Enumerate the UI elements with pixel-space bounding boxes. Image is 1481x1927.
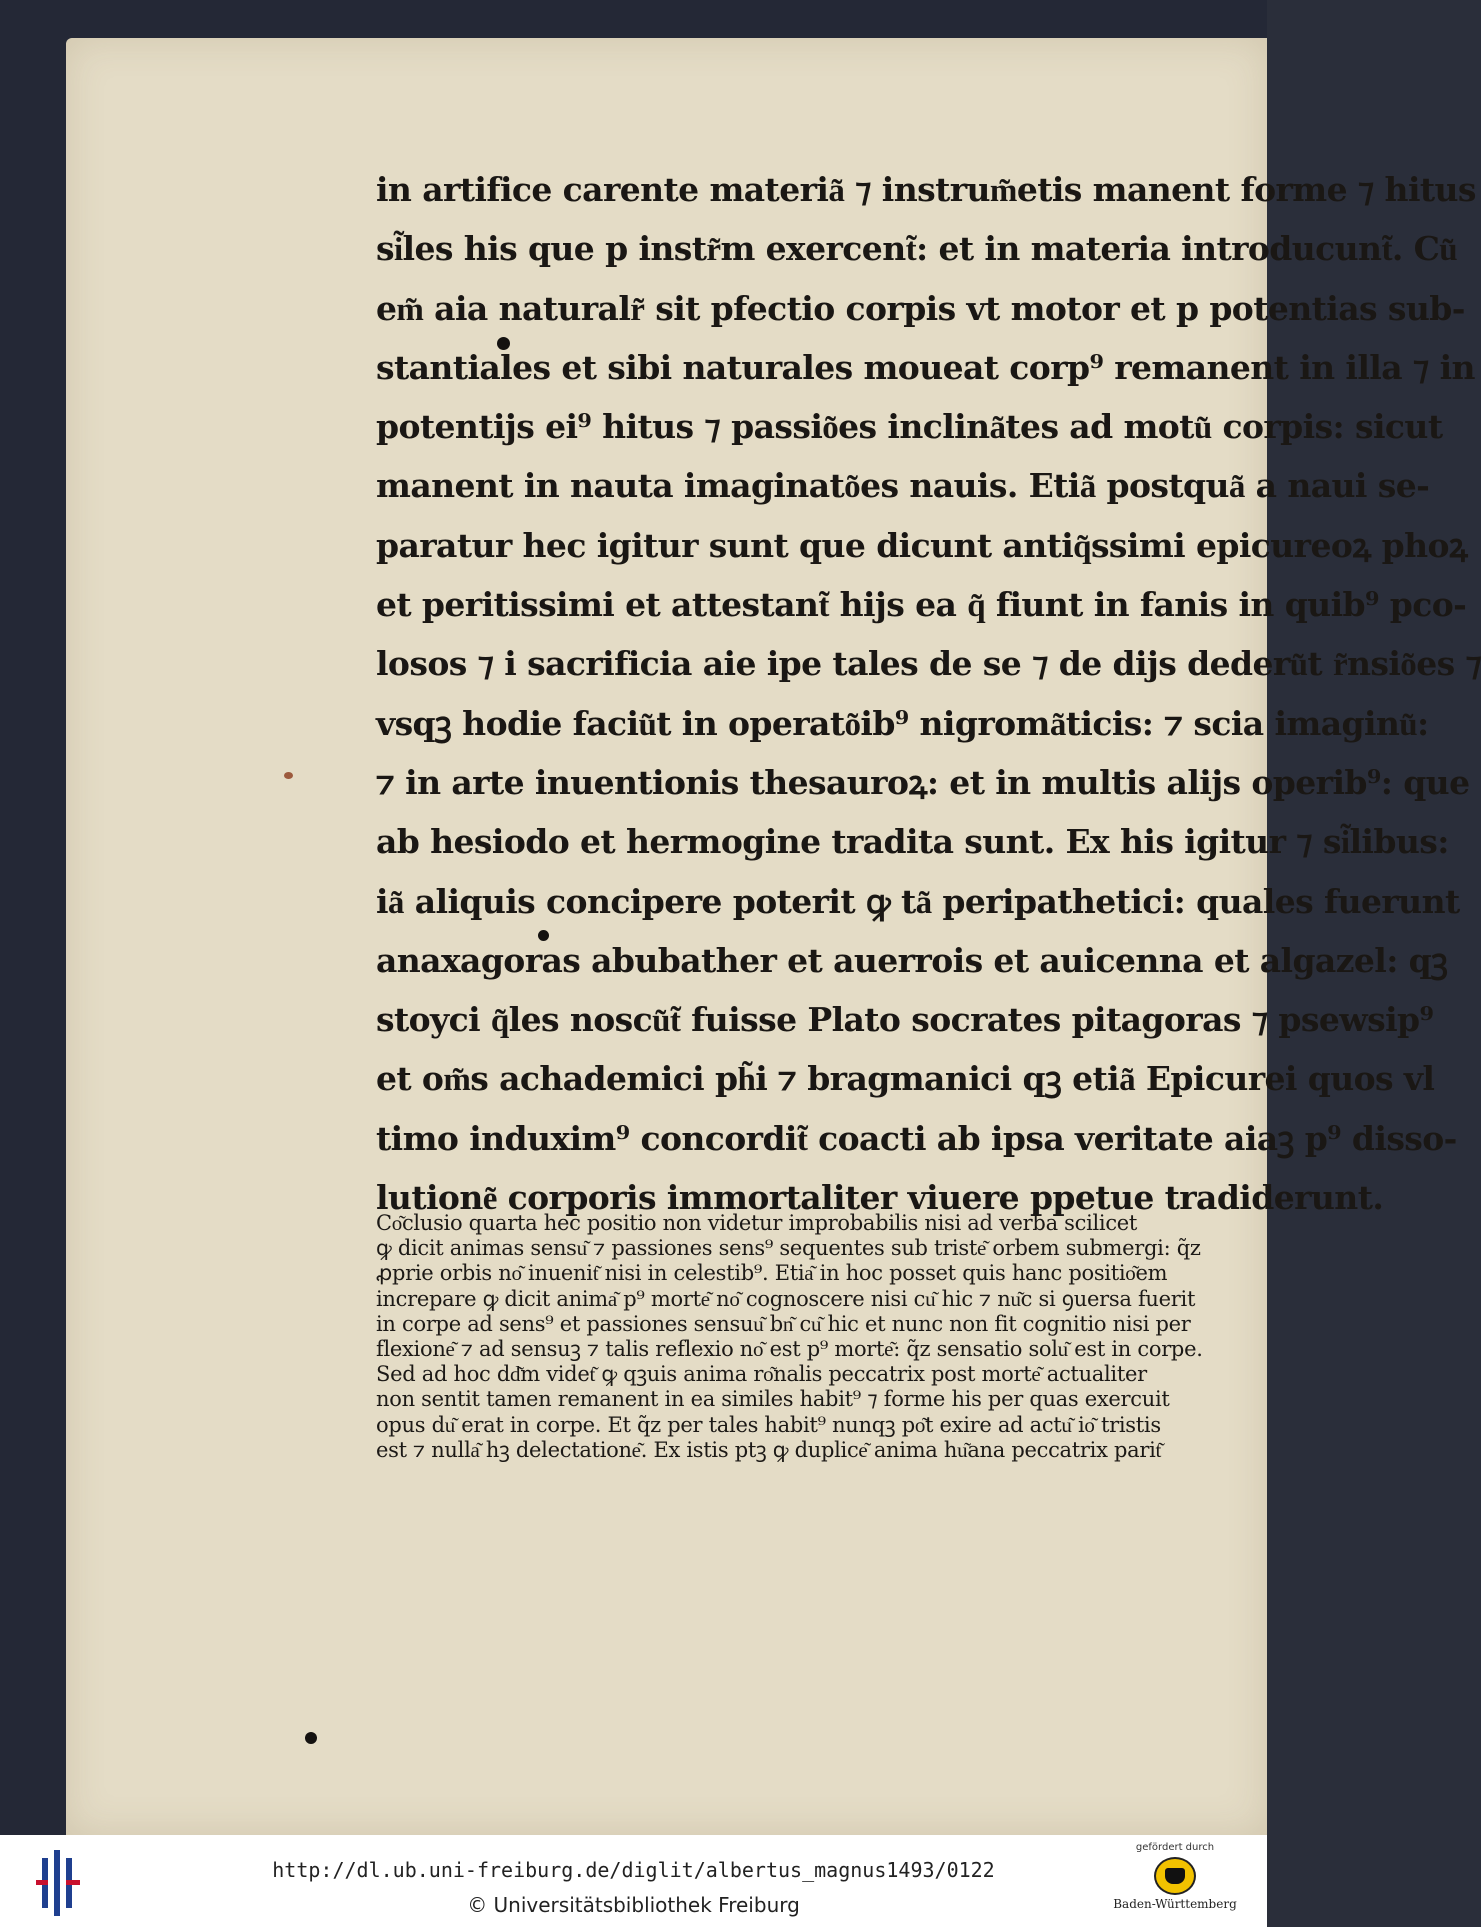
sponsor-badge[interactable]: [1100, 1842, 1250, 1924]
commentary-block: [376, 1211, 1203, 1463]
commentary-line: est ⁊ nulla͂ hꝫ delectatione͂. Ex istis ptꝫ ꝙ duplice͂ anima hu͂ana peccatrix parit͂: [376, 1437, 1162, 1462]
commentary-line: ꝙ dicit animas sensu͂ ⁊ passiones sens⁹ sequentes sub triste͂ orbem submergi: q̃z: [376, 1236, 1201, 1261]
text-line: ia͂ aliquis concipere poterit ꝙ ta͂ peripathetici: quales fuerunt: [376, 881, 1460, 921]
ink-stain: [284, 772, 293, 779]
text-line: lutione͂ corporis immortaliter viuere ppetue tradiderunt.: [376, 1178, 1384, 1218]
ink-dot: [305, 1732, 317, 1744]
text-line: manent in nauta imaginato͂es nauis. Etia͂ postqua͂ a naui se-: [376, 466, 1430, 506]
commentary-line: opus du͂ erat in corpe. Et q̃z per tales habit⁹ nunqꝫ po͂t exire ad actu͂ io͂ tristis: [376, 1412, 1161, 1437]
commentary-line: non sentit tamen remanent in ea similes habit⁹ ⁊ forme his per quas exercuit: [376, 1387, 1170, 1412]
text-line: vsqꝫ hodie faciu͂t in operato͂ib⁹ nigroma͂ticis: ⁊ scia imaginu͂:: [376, 703, 1429, 743]
commentary-line: Co͂clusio quarta hec positio non videtur improbabilis nisi ad verba scilicet: [376, 1211, 1138, 1235]
text-line: losos ⁊ i sacrificia aie ipe tales de se ⁊ de dijs dederu͂t r͂nsio͂es ⁊: [376, 644, 1481, 684]
text-line: et peritissimi et attestant͂ hijs ea q͂ fiunt in fanis in quib⁹ pco-: [376, 585, 1467, 625]
main-text-block: [376, 160, 1481, 1227]
text-line: si͂les his que p instr͂m exercent͂: et in materia introducunt͂. Cu͂: [376, 229, 1458, 269]
text-line: et om͂s achademici ph͂i ⁊ bragmanici qꝫ etia͂ Epicurei quos vl: [376, 1059, 1435, 1099]
commentary-line: increpare ꝙ dicit anima͂ p⁹ morte͂ no͂ cognoscere nisi cu͂ hic ⁊ nu͂c si ꝯuersa fuerit: [376, 1286, 1196, 1311]
text-line: em͂ aia naturalr͂ sit pfectio corpis vt motor et p potentias sub-: [376, 288, 1465, 328]
commentary-line: ꝓprie orbis no͂ inuenit͂ nisi in celestib⁹. Etia͂ in hoc posset quis hanc positio͂em: [376, 1261, 1168, 1286]
text-line: anaxagoras abubather et auerrois et auicenna et algazel: qꝫ: [376, 940, 1448, 980]
commentary-line: flexione͂ ⁊ ad sensuꝫ ⁊ talis reflexio no͂ est p⁹ morte͂: q̃z sensatio solu͂ est in corpe.: [376, 1336, 1203, 1361]
text-line: ab hesiodo et hermogine tradita sunt. Ex his igitur ⁊ si͂libus:: [376, 822, 1449, 862]
text-line: potentijs ei⁹ hitus ⁊ passio͂es inclina͂tes ad motu͂ corpis: sicut: [376, 407, 1443, 447]
copyright-text: © Universitätsbibliothek Freiburg: [467, 1893, 800, 1917]
commentary-line: Sed ad hoc dd͂m videt͂ ꝙ qꝫuis anima ro͂nalis peccatrix post morte͂ actualiter: [376, 1362, 1147, 1387]
bw-coat-of-arms-icon: [1154, 1857, 1196, 1895]
text-line: timo induxim⁹ concordit͂ coacti ab ipsa veritate aiaꝫ p⁹ disso-: [376, 1118, 1457, 1158]
commentary-line: in corpe ad sens⁹ et passiones sensuu͂ bn͂ cu͂ hic et nunc non fit cognitio nisi per: [376, 1311, 1191, 1336]
text-line: ⁊ in arte inuentionis thesauroꝝ: et in multis alijs operib⁹: que: [376, 762, 1470, 802]
text-line: stantiales et sibi naturales moueat corp⁹ remanent in illa ⁊ in: [376, 347, 1475, 387]
text-line: stoyci q͂les noscu͂t͂ fuisse Plato socrates pitagoras ⁊ psewsip⁹: [376, 1000, 1434, 1040]
text-line: paratur hec igitur sunt que dicunt antiq͂ssimi epicureoꝝ phoꝝ: [376, 525, 1468, 565]
sponsor-region: Baden-Württemberg: [1113, 1897, 1237, 1911]
text-line: in artifice carente materia͂ ⁊ instrum͂etis manent forme ⁊ hitus: [376, 170, 1476, 209]
page-url-link[interactable]: http://dl.ub.uni-freiburg.de/diglit/albertus_magnus1493/0122: [272, 1858, 995, 1882]
sponsor-label: gefördert durch: [1135, 1842, 1215, 1853]
